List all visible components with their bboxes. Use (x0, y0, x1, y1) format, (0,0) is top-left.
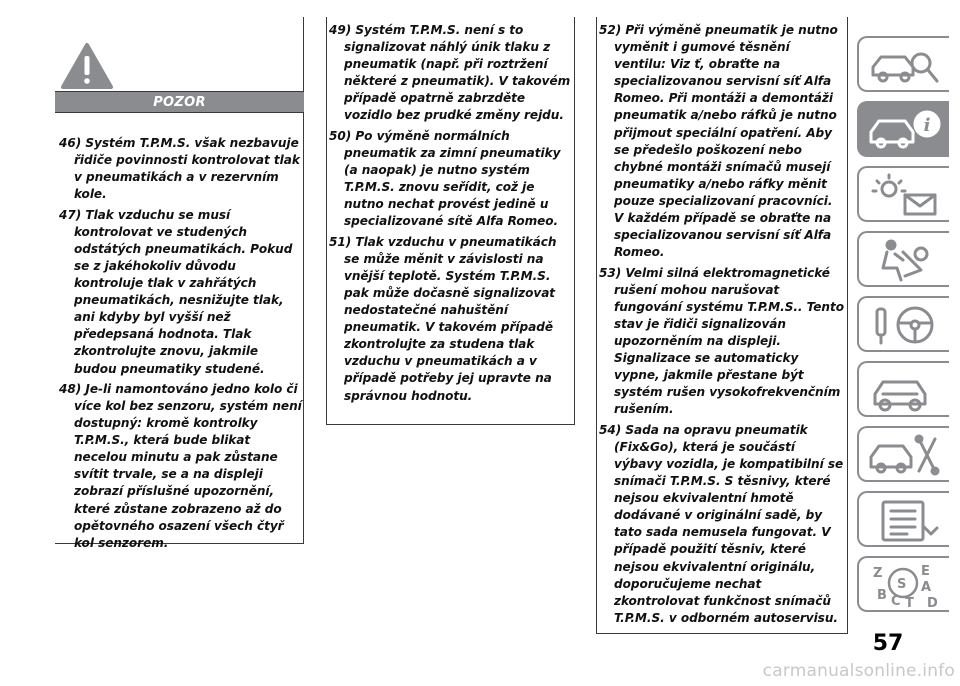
note-48: 48) Je-li namontováno jedno kolo či více kol bez senzoru, systém není dostupný: kromě kontrolky T.P.M.S., která bude blikat necelou minutu a pak zůstane svítit trvale, se a na displeji zobrazí příslušné upozornění, které zůstane zobrazeno až do opětovného osazení všech čtyř kol senzorem. (59, 381, 302, 550)
svg-text:B: B (877, 588, 887, 603)
specs-document-icon[interactable] (857, 491, 949, 547)
notes-list-column-3 (599, 22, 845, 630)
note-49: 49) Systém T.P.M.S. není s to signalizovat náhlý únik tlaku z pneumatik (např. při roztržení některé z pneumatik). V takovém případě opatrně zabrzděte vozidlo bez prudké změny rejdu. (329, 23, 571, 123)
notes-list-column-2 (329, 22, 572, 408)
note-47: 47) Tlak vzduchu se musí kontrolovat ve studených odstátých pneumatikách. Pokud se z jakéhokoliv důvodu kontroluje tlak v zahřátých pneumatikách, nesnižujte tlak, ani kdyby byl vyšší než předepsaná hodnota. Tlak zkontrolujte znovu, jakmile budou pneumatiky studené. (59, 207, 293, 376)
note-54: 54) Sada na opravu pneumatik (Fix&Go), která je součástí výbavy vozidla, je kompatibilní se snímači T.P.M.S. S těsnivy, které nejsou ekvivalentní hmotě dodávané v originální sadě, by tato sada nemusela fungovat. V případě použití těsniv, které nejsou ekvivalentní originálu, doporučujeme nechat zkontrolovat funkčnost snímačů T.P.M.S. v odborném autoservisu. (599, 422, 844, 625)
alphabet-index-icon[interactable] (857, 556, 949, 612)
watermark: carmanualsonline.info (762, 661, 955, 681)
svg-text:C: C (891, 594, 901, 609)
warning-title: POZOR (55, 91, 304, 113)
svg-text:A: A (921, 580, 932, 595)
notes-list-column-1 (59, 135, 302, 555)
note-53: 53) Velmi silná elektromagnetické rušení mohou narušovat fungování systému T.P.M.S.. Tento stav je řidiči signalizován upozorněním na displeji. Signalizace se automaticky vypne, jakmile přestane být systém rušen vysokofrekvenčním rušením. (599, 265, 844, 417)
car-emergency-icon[interactable] (857, 361, 949, 417)
note-50: 50) Po výměně normálních pneumatik za zimní pneumatiky (a naopak) je nutno systém T.P.M.S. znovu seřídit, což je nutno nechat provést jedině u specializované sítě Alfa Romeo. (329, 128, 561, 229)
svg-text:S: S (897, 577, 907, 592)
car-search-icon[interactable] (857, 36, 949, 92)
note-51: 51) Tlak vzduchu v pneumatikách se může měnit v závislosti na vnější teplotě. Systém T.P.M.S. pak může dočasně signalizovat nedostatečné nahuštění pneumatik. V takovém případě zkontrolujte za studena tlak vzduchu v pneumatikách a v případě potřeby jej upravte na správnou hodnotu. (329, 234, 557, 403)
car-info-icon[interactable] (857, 101, 949, 157)
svg-text:i: i (923, 115, 931, 136)
svg-text:D: D (927, 596, 938, 609)
warning-triangle-icon (60, 42, 114, 90)
car-wrench-icon[interactable] (857, 426, 949, 482)
note-46: 46) Systém T.P.M.S. však nezbavuje řidiče povinnosti kontrolovat tlak v pneumatikách a v rezervním kole. (59, 136, 300, 202)
note-52: 52) Při výměně pneumatik je nutno vyměnit i gumové těsnění ventilu: Viz ť, obraťte na specializovanou servisní síť Alfa Romeo. Při montáži a demontáži pneumatik a/nebo ráfků je nutno přijmout speciální opatření. Aby se předešlo poškození nebo chybné montáži snímačů musejí pneumatiky a/nebo ráfky měnit pouze specializovaní pracovníci. V každém případě se obraťte na specializovanou servisní síť Alfa Romeo. (599, 23, 838, 260)
svg-text:T: T (905, 596, 914, 609)
page-number: 57 (872, 631, 904, 656)
svg-text:Z: Z (873, 566, 883, 581)
seat-airbag-icon[interactable] (857, 231, 949, 287)
warning-lights-envelope-icon[interactable] (857, 166, 949, 222)
steering-key-icon[interactable] (857, 296, 949, 352)
svg-text:E: E (921, 564, 930, 579)
